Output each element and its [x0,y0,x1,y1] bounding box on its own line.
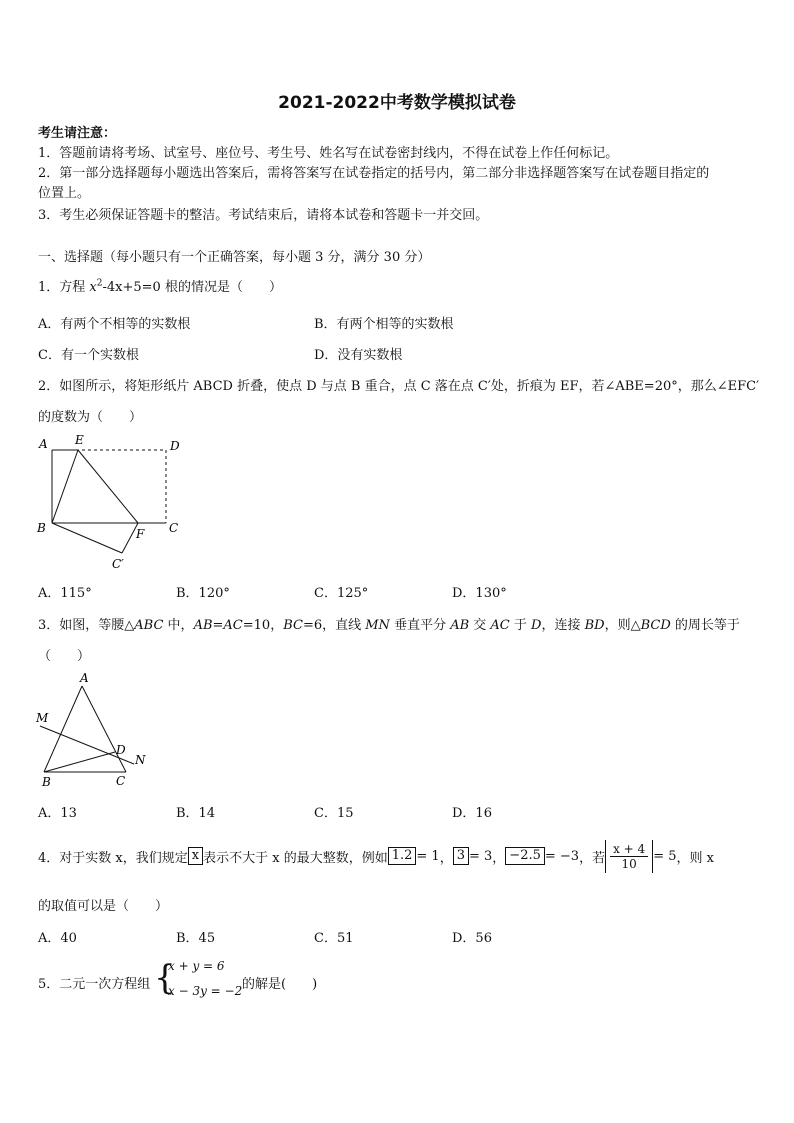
notice-line: 1．答题前请将考场、试室号、座位号、考生号、姓名写在试卷密封线内，不得在试卷上作任何标记。 [38,146,619,161]
question-5-stem: 5．二元一次方程组 [38,977,151,992]
question-1-stem: 1．方程 $x^2-4x+5=0$ 根的情况是（ ） [38,278,282,295]
question-4-stem-cont: 的取值可以是（ ） [38,899,169,914]
q1-option-a: A．有两个不相等的实数根 [38,317,191,332]
point-label: F [136,527,145,541]
q2-option-c: C．125° [314,586,369,601]
point-label: B [37,521,46,535]
point-label: C [116,774,126,788]
notice-line: 2．第一部分选择题每小题选出答案后，需将答案写在试卷指定的括号内，第二部分非选择题答案写在试卷题目指定的 [38,166,710,181]
fig-line [44,752,115,772]
page-title: 2021-2022中考数学模拟试卷 [278,93,516,113]
q3-option-c: C．15 [314,806,354,821]
q2-option-a: A．115° [38,586,92,601]
floor-fraction: $\frac{x + 4}{10}$ [605,840,653,873]
notice-heading: 考生请注意： [38,126,117,141]
q4-option-c: C．51 [314,931,354,946]
q2-option-b: B．120° [176,586,230,601]
question-2-stem-cont: 的度数为（ ） [38,410,143,425]
q4-option-b: B．45 [176,931,216,946]
q4-option-d: D．56 [452,931,492,946]
point-label: M [36,711,49,725]
equation-2: x − 3y = −2 [168,984,243,998]
question-2-stem: 2．如图所示，将矩形纸片 ABCD 折叠，使点 D 与点 B 重合，点 C 落在点 C′处，折痕为 EF，若∠ABE=20°，那么∠EFC′ [38,379,760,394]
system-brace: { [154,958,176,998]
fig-line [52,450,78,523]
question-3-stem-cont: （ ） [38,649,91,664]
point-label: B [42,775,51,789]
q3-option-d: D．16 [452,806,492,821]
point-label: C [169,521,179,535]
point-label: E [75,433,84,447]
q3-figure [30,668,160,793]
q1-option-d: D．没有实数根 [314,348,403,363]
section-heading: 一、选择题（每小题只有一个正确答案，每小题 3 分，满分 30 分） [38,250,431,265]
question-3-stem: 3．如图，等腰△ABC 中，AB=AC=10，BC=6，直线 MN 垂直平分 AB 交 AC 于 D，连接 BD，则△BCD 的周长等于 [38,618,740,633]
point-label: A [80,671,89,685]
fig-line [44,686,82,772]
q4-option-a: A．40 [38,931,77,946]
notice-line: 位置上。 [38,186,91,201]
q2-figure [30,430,200,575]
q1-option-b: B．有两个相等的实数根 [314,317,454,332]
q2-option-d: D．130° [452,586,507,601]
q1-option-c: C．有一个实数根 [38,348,139,363]
point-label: C′ [112,557,124,571]
point-label: N [135,753,146,767]
fig-line [52,523,122,553]
question-5-stem-end: 的解是( ) [242,977,318,992]
equation-1: x + y = 6 [168,959,225,973]
question-4-stem: 4．对于实数 x，我们规定 x 表示不大于 x 的最大整数，例如 1.2 = 1 ， 3 = 3 ， −2.5 = −3 ，若 $\frac{x + 4}{10}$ = 5 ，则 x [38,841,714,871]
notice-line: 3．考生必须保证答题卡的整洁。考试结束后，请将本试卷和答题卡一并交回。 [38,208,489,223]
fig-line [78,450,138,523]
point-label: A [39,437,48,451]
q3-option-b: B．14 [176,806,216,821]
point-label: D [170,439,180,453]
point-label: D [116,743,126,757]
q3-option-a: A．13 [38,806,77,821]
